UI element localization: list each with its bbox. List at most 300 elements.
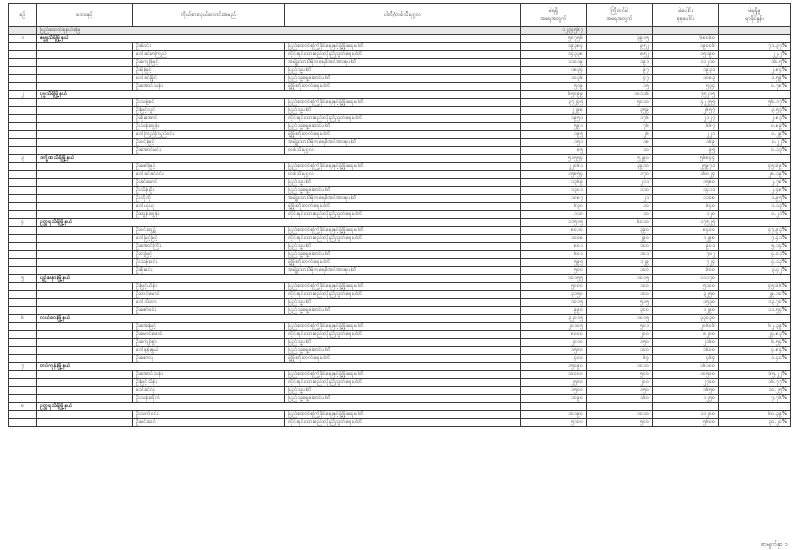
total-vote-count: ၁၅၃၀ bbox=[653, 299, 719, 307]
row-blank bbox=[37, 387, 133, 395]
vote-percentage: ၄.၁၃% bbox=[719, 259, 791, 267]
total-vote-count: ၁၉၃၁ bbox=[653, 67, 719, 75]
region-total: ၁၀၁၀ bbox=[587, 363, 653, 371]
candidate-name: ဒေါ်သီတာ bbox=[133, 299, 285, 307]
table-row bbox=[9, 131, 791, 139]
table-body bbox=[9, 27, 791, 427]
total-vote-count: ၃၂၅၀ bbox=[653, 291, 719, 299]
vote-count: ၂၅၀၀ bbox=[521, 379, 587, 387]
party-name: ပြည်ထောင်စုကြံ့ခိုင်ရေးနှင့်ဖွံ့ဖြိုးရေးပါတီ bbox=[285, 227, 521, 235]
total-vote-count: ၁၅၈၀ bbox=[653, 179, 719, 187]
candidate-name: ဦးခင်မောင် bbox=[133, 179, 285, 187]
table-row bbox=[9, 59, 791, 67]
region-total bbox=[719, 403, 791, 411]
candidate-name: ဦးကျော်မြင့် bbox=[133, 59, 285, 67]
row-blank bbox=[37, 187, 133, 195]
region-name: ပုဗ္ဗသီရိမြို့နယ် bbox=[37, 91, 521, 99]
table-row bbox=[9, 331, 791, 339]
advance-vote-count: ၁၀ bbox=[587, 147, 653, 155]
table-row bbox=[9, 387, 791, 395]
party-name: ပြည်ထောင်စုကြံ့ခိုင်ရေးနှင့်ဖွံ့ဖြိုးရေးပါတီ bbox=[285, 371, 521, 379]
candidate-name: ဒေါ်ခင်မြိုင် bbox=[133, 75, 285, 83]
candidate-name: ဒေါ်ယုယု bbox=[133, 203, 285, 211]
party-name: တိုင်းရင်းသားစည်းလုံးညီညွတ်ရေးပါတီ bbox=[285, 379, 521, 387]
vote-count: ၅၁၉ bbox=[521, 83, 587, 91]
vote-percentage: ၁၆.၅% bbox=[719, 59, 791, 67]
row-blank bbox=[9, 395, 37, 403]
row-blank bbox=[37, 371, 133, 379]
party-name: ပြည်သူ့ပါတီ bbox=[285, 299, 521, 307]
party-name: ပြည်သူ့ပါတီ bbox=[285, 179, 521, 187]
advance-vote-count: ၃၅၉ bbox=[587, 107, 653, 115]
candidate-name: ဦးအေးမြင့် bbox=[133, 323, 285, 331]
vote-percentage: ၀.၈၉% bbox=[719, 123, 791, 131]
party-name: အမျိုးသားဒီမိုကရေစီအင်အားစုပါတီ bbox=[285, 139, 521, 147]
row-blank bbox=[37, 243, 133, 251]
vote-count: ၈၀၀၀ bbox=[521, 331, 587, 339]
total-vote-count: ၅၃၄ bbox=[653, 83, 719, 91]
advance-vote-count: ၉၇ bbox=[587, 67, 653, 75]
row-blank bbox=[9, 243, 37, 251]
candidate-name: ဦးမြင့်လွင် bbox=[133, 107, 285, 115]
vote-count: ၂၀၁၀၅ bbox=[521, 323, 587, 331]
vote-percentage: ၄.၀၁% bbox=[719, 251, 791, 259]
region-row bbox=[9, 275, 791, 283]
header-cell: ဒေသနှင့် bbox=[37, 4, 133, 27]
vote-count: ၁၀၁၅ bbox=[521, 299, 587, 307]
vote-percentage: ၀.၂၉% bbox=[719, 131, 791, 139]
advance-vote-count: ၅၀၀ bbox=[587, 371, 653, 379]
row-blank bbox=[37, 411, 133, 419]
vote-percentage: ၃.၅၃% bbox=[719, 107, 791, 115]
vote-count: ၁၅၈၅၄ bbox=[521, 171, 587, 179]
vote-percentage: ၆၅.၂၂% bbox=[719, 371, 791, 379]
table-row bbox=[9, 83, 791, 91]
total-vote-count: ၅၆၀၀ bbox=[653, 419, 719, 427]
region-total: ၅၂၉၀ bbox=[587, 155, 653, 163]
vote-count: ၁၁၀၁၉ bbox=[521, 59, 587, 67]
region-total: ၁၅၀၉၀ bbox=[521, 363, 587, 371]
vote-count: ၂၀၁၀ bbox=[521, 339, 587, 347]
total-vote-count: ၁၆၉ bbox=[653, 139, 719, 147]
table-row bbox=[9, 187, 791, 195]
region-name: ပျဉ်းမနားမြို့နယ် bbox=[37, 275, 521, 283]
party-name: ဖွံ့ဖြိုးတိုးတက်ရေးပါတီ bbox=[285, 259, 521, 267]
region-number: ၅ bbox=[9, 275, 37, 283]
vote-count: ၁၀၈၇ bbox=[521, 195, 587, 203]
region-number: ၄ bbox=[9, 219, 37, 227]
header-cell: ကိုယ်စားလှယ်လောင်းအမည် bbox=[133, 4, 285, 27]
region-total: ၆၅၀၉၉ bbox=[521, 91, 587, 99]
party-name: အမျိုးသားဒီမိုကရေစီအင်အားစုပါတီ bbox=[285, 195, 521, 203]
advance-vote-count: ၁၇၆ bbox=[587, 115, 653, 123]
row-blank bbox=[9, 283, 37, 291]
row-blank bbox=[37, 227, 133, 235]
party-name: ပြည်သူ့ရှေ့ဆောင်ပါတီ bbox=[285, 347, 521, 355]
candidate-name: ဦးဘိုဘို bbox=[133, 195, 285, 203]
candidate-name: ဦးအောင်သန်း bbox=[133, 371, 285, 379]
region-total bbox=[653, 403, 719, 411]
vote-percentage: ၅၆.၁၇% bbox=[719, 99, 791, 107]
candidate-name: ဦးမြင့်ဟိန်း bbox=[133, 283, 285, 291]
total-vote-count: ၁၁၀၈ bbox=[653, 195, 719, 203]
region-total: ၁၆၁၀၀ bbox=[653, 363, 719, 371]
header-cell: စဉ် bbox=[9, 4, 37, 27]
vote-percentage: ၀.၂၁% bbox=[719, 211, 791, 219]
region-total bbox=[587, 403, 653, 411]
row-blank bbox=[9, 163, 37, 171]
row-blank bbox=[37, 179, 133, 187]
region-total: ၃၂၀၁၅ bbox=[521, 315, 587, 323]
table-row bbox=[9, 243, 791, 251]
row-blank bbox=[37, 307, 133, 315]
candidate-name: ဦးထွန်းထွန်း bbox=[133, 211, 285, 219]
table-row bbox=[9, 203, 791, 211]
row-blank bbox=[37, 283, 133, 291]
row-blank bbox=[9, 259, 37, 267]
vote-count: ၅၁၀၀ bbox=[521, 419, 587, 427]
region-total: ၆၀၁၀ bbox=[587, 219, 653, 227]
party-name: ပြည်သူ့ပါတီ bbox=[285, 339, 521, 347]
total-vote-count: ၁၅၁၉၀ bbox=[653, 51, 719, 59]
row-blank bbox=[9, 323, 37, 331]
row-blank bbox=[37, 43, 133, 51]
advance-vote-count: ၅၀၁၀ bbox=[587, 99, 653, 107]
row-blank bbox=[9, 211, 37, 219]
party-name: တိုင်းရင်းသားစည်းလုံးညီညွတ်ရေးပါတီ bbox=[285, 235, 521, 243]
region-total: ၃၃၀၃၀ bbox=[653, 315, 719, 323]
row-blank bbox=[37, 163, 133, 171]
header-cell: မဲပေါင်း စုစုပေါင်း bbox=[653, 4, 719, 27]
row-blank bbox=[9, 379, 37, 387]
vote-percentage: ၂၂.၂% bbox=[719, 51, 791, 59]
table-row bbox=[9, 195, 791, 203]
row-blank bbox=[37, 99, 133, 107]
vote-percentage: ၁၆.၇၇% bbox=[719, 379, 791, 387]
table-row bbox=[9, 251, 791, 259]
vote-count: ၁၉၅၁ bbox=[521, 115, 587, 123]
row-blank bbox=[37, 203, 133, 211]
row-blank bbox=[9, 123, 37, 131]
row-blank bbox=[37, 139, 133, 147]
candidate-name: ဦးသန့်ဇင် bbox=[133, 99, 285, 107]
vote-percentage: ၃.၄၂% bbox=[719, 267, 791, 275]
party-name: တိုင်းရင်းသားစည်းလုံးညီညွတ်ရေးပါတီ bbox=[285, 51, 521, 59]
party-name: ပြည်ထောင်စုကြံ့ခိုင်ရေးနှင့်ဖွံ့ဖြိုးရေးပါတီ bbox=[285, 283, 521, 291]
region-total bbox=[719, 363, 791, 371]
region-total bbox=[719, 275, 791, 283]
row-blank bbox=[37, 147, 133, 155]
row-blank bbox=[37, 299, 133, 307]
region-number: ၈ bbox=[9, 403, 37, 411]
candidate-name: ဦးသန်းထိုက် bbox=[133, 395, 285, 403]
vote-count: ၁၅၁ bbox=[521, 139, 587, 147]
vote-percentage: ၁၁.၅၄% bbox=[719, 307, 791, 315]
summary-row bbox=[9, 27, 791, 35]
row-blank bbox=[9, 347, 37, 355]
row-blank bbox=[9, 371, 37, 379]
table-row bbox=[9, 235, 791, 243]
advance-vote-count: ၉၅၂ bbox=[587, 43, 653, 51]
row-blank bbox=[9, 187, 37, 195]
candidate-name: ဦးမိုးမြင့် bbox=[133, 67, 285, 75]
region-total bbox=[719, 91, 791, 99]
row-blank bbox=[9, 51, 37, 59]
vote-percentage: ၁.၉၅% bbox=[719, 195, 791, 203]
advance-vote-count: ၁၀ bbox=[587, 211, 653, 219]
total-vote-count: ၂၁၂၇ bbox=[653, 115, 719, 123]
vote-percentage: ၅.၁၄% bbox=[719, 243, 791, 251]
total-vote-count: ၁၀၅၀၀ bbox=[653, 371, 719, 379]
total-vote-count: ၂၂၁ bbox=[653, 131, 719, 139]
region-total: ၁၀၁၁၆ bbox=[587, 91, 653, 99]
summary-cell bbox=[9, 27, 37, 35]
party-name: ဖွံ့ဖြိုးတိုးတက်ရေးပါတီ bbox=[285, 203, 521, 211]
region-number: ၁ bbox=[9, 35, 37, 43]
vote-count: ၈၀၁၀ bbox=[521, 227, 587, 235]
party-name: ပြည်သူ့ရှေ့ဆောင်ပါတီ bbox=[285, 123, 521, 131]
candidate-name: ဦးမြင့်သိန်း bbox=[133, 379, 285, 387]
row-blank bbox=[37, 419, 133, 427]
candidate-name: ဦးတင်မောင် bbox=[133, 291, 285, 299]
row-blank bbox=[9, 67, 37, 75]
advance-vote-count: ၃၉၀ bbox=[587, 227, 653, 235]
vote-percentage: ၁.၄၀% bbox=[719, 355, 791, 363]
total-vote-count: ၈၂၀၀ bbox=[653, 331, 719, 339]
region-name: လယ်ဝေးမြို့နယ် bbox=[37, 315, 521, 323]
candidate-name: ဒေါ်ခင်လှ bbox=[133, 387, 285, 395]
row-blank bbox=[9, 251, 37, 259]
vote-count: ၁၀၀၈ bbox=[521, 235, 587, 243]
region-name: တပ်ကုန်းမြို့နယ် bbox=[37, 363, 521, 371]
vote-percentage: ၀.၁၃% bbox=[719, 147, 791, 155]
table-row bbox=[9, 307, 791, 315]
row-blank bbox=[37, 379, 133, 387]
candidate-name: ဦးမင်းထင် bbox=[133, 419, 285, 427]
vote-count: ၅၉၁ bbox=[521, 123, 587, 131]
region-name: ဥတ္တရသီရိမြို့နယ် bbox=[37, 219, 521, 227]
row-blank bbox=[37, 331, 133, 339]
table-row bbox=[9, 51, 791, 59]
row-blank bbox=[37, 51, 133, 59]
vote-count: ၁၀၉၀ bbox=[521, 395, 587, 403]
vote-percentage: ၆.၅၄% bbox=[719, 339, 791, 347]
party-name: အမျိုးသားဒီမိုကရေစီအင်အားစုပါတီ bbox=[285, 59, 521, 67]
advance-vote-count: ၅၁၅ bbox=[587, 299, 653, 307]
advance-vote-count: ၁၂၉ bbox=[587, 259, 653, 267]
advance-vote-count: ၁၀၀ bbox=[587, 283, 653, 291]
total-vote-count: ၇၂၄ bbox=[653, 259, 719, 267]
vote-count: ၅၀၀ bbox=[521, 267, 587, 275]
table-row bbox=[9, 67, 791, 75]
party-name: ပြည်သူ့ရှေ့ဆောင်ပါတီ bbox=[285, 395, 521, 403]
vote-count: ၃၁၅၀ bbox=[521, 291, 587, 299]
row-blank bbox=[37, 339, 133, 347]
row-blank bbox=[9, 267, 37, 275]
total-vote-count: ၁၆၀၀ bbox=[653, 347, 719, 355]
vote-percentage: ၁.၅၉% bbox=[719, 75, 791, 83]
region-row bbox=[9, 219, 791, 227]
advance-vote-count: ၁၀၀ bbox=[587, 267, 653, 275]
total-vote-count: ၁၉၀၀၆ bbox=[653, 43, 719, 51]
row-blank bbox=[9, 339, 37, 347]
table-row bbox=[9, 115, 791, 123]
candidate-name: ဦးသိန်းဦး bbox=[133, 187, 285, 195]
row-blank bbox=[37, 355, 133, 363]
vote-percentage: ၄၅.၆၉% bbox=[719, 163, 791, 171]
advance-vote-count: ၁၀၀ bbox=[587, 347, 653, 355]
row-blank bbox=[37, 67, 133, 75]
candidate-name: ဦးသက်ဝင်း bbox=[133, 411, 285, 419]
party-name: တိုင်းရင်းသားစည်းလုံးညီညွတ်ရေးပါတီ bbox=[285, 115, 521, 123]
row-blank bbox=[37, 171, 133, 179]
table-row bbox=[9, 299, 791, 307]
vote-count: ၁၀၀၀၀ bbox=[521, 371, 587, 379]
region-total: ၁၁၁၇၀ bbox=[653, 275, 719, 283]
vote-percentage: ၁၃.၇၀% bbox=[719, 299, 791, 307]
row-blank bbox=[37, 131, 133, 139]
table-row bbox=[9, 339, 791, 347]
vote-count: ၁၀၁၉၀ bbox=[521, 411, 587, 419]
candidate-name: ဦးစိုးအောင် bbox=[133, 115, 285, 123]
vote-percentage: ၂၉.၁၀% bbox=[719, 291, 791, 299]
vote-count: ၁၉၃၈၄ bbox=[521, 43, 587, 51]
region-total: ၁၀၁၅၅ bbox=[521, 275, 587, 283]
table-row bbox=[9, 139, 791, 147]
summary-title: ပြည်ထောင်စုနယ်မြေ bbox=[37, 27, 521, 35]
summary-cell bbox=[653, 27, 719, 35]
row-blank bbox=[9, 75, 37, 83]
row-blank bbox=[9, 203, 37, 211]
vote-count: ၉၉၀ bbox=[521, 307, 587, 315]
vote-count: ၁၅၀၀ bbox=[521, 347, 587, 355]
region-total bbox=[719, 35, 791, 43]
region-row bbox=[9, 315, 791, 323]
table-row bbox=[9, 371, 791, 379]
vote-percentage: ၂.၇၈% bbox=[719, 179, 791, 187]
advance-vote-count: ၁၅ bbox=[587, 83, 653, 91]
total-vote-count: ၂၁၆၀ bbox=[653, 339, 719, 347]
candidate-name: ဒေါ်နန်းနွယ် bbox=[133, 347, 285, 355]
vote-count: ၄၀၀ bbox=[521, 355, 587, 363]
vote-percentage: ၂.၈၄% bbox=[719, 67, 791, 75]
region-row bbox=[9, 403, 791, 411]
advance-vote-count: ၁၆၀ bbox=[587, 395, 653, 403]
region-row bbox=[9, 363, 791, 371]
table-row bbox=[9, 355, 791, 363]
region-total: ၅၁၅၅၄ bbox=[521, 155, 587, 163]
election-results-table bbox=[8, 3, 791, 427]
vote-percentage: ၂၈.၁၉% bbox=[719, 171, 791, 179]
row-blank bbox=[9, 195, 37, 203]
party-name: ပြည်သူ့ပါတီ bbox=[285, 387, 521, 395]
total-vote-count: ၉၅ bbox=[653, 147, 719, 155]
party-name: ပြည်သူ့ရှေ့ဆောင်ပါတီ bbox=[285, 187, 521, 195]
vote-percentage: ၇၁.၃၇% bbox=[719, 43, 791, 51]
region-row bbox=[9, 91, 791, 99]
vote-count: ၆၀၁ bbox=[521, 251, 587, 259]
region-total: ၅၀၇၅၆ bbox=[521, 35, 587, 43]
party-name: ပြည်ထောင်စုကြံ့ခိုင်ရေးနှင့်ဖွံ့ဖြိုးရေးပါတီ bbox=[285, 411, 521, 419]
advance-vote-count: ၂၉၀ bbox=[587, 235, 653, 243]
table-row bbox=[9, 395, 791, 403]
vote-percentage: ၁၀.၂၅% bbox=[719, 387, 791, 395]
advance-vote-count: ၇၆ bbox=[587, 123, 653, 131]
vote-percentage: ၃၀.၂၀% bbox=[719, 419, 791, 427]
total-vote-count: ၉၀၁ bbox=[653, 243, 719, 251]
total-vote-count: ၂၇၀၀ bbox=[653, 379, 719, 387]
advance-vote-count: ၂၀၀ bbox=[587, 379, 653, 387]
region-total: ၁၇၅၂၅ bbox=[653, 219, 719, 227]
advance-vote-count: ၆၄ bbox=[587, 355, 653, 363]
party-name: တိုင်းရင်းသားစည်းလုံးညီညွတ်ရေးပါတီ bbox=[285, 291, 521, 299]
row-blank bbox=[37, 251, 133, 259]
row-blank bbox=[37, 259, 133, 267]
row-blank bbox=[9, 171, 37, 179]
region-number: ၆ bbox=[9, 315, 37, 323]
row-blank bbox=[37, 115, 133, 123]
summary-cell bbox=[587, 27, 653, 35]
total-vote-count: ၁၂၉၀ bbox=[653, 307, 719, 315]
total-vote-count: ၁၂၀ bbox=[653, 211, 719, 219]
vote-percentage: ၀.၇၈% bbox=[719, 83, 791, 91]
row-blank bbox=[9, 235, 37, 243]
row-blank bbox=[37, 235, 133, 243]
row-blank bbox=[9, 387, 37, 395]
vote-percentage: ၄.၈၄% bbox=[719, 347, 791, 355]
candidate-name: ဦးဝင်းထွဋ် bbox=[133, 227, 285, 235]
row-blank bbox=[9, 419, 37, 427]
vote-count: ၈၀၁ bbox=[521, 243, 587, 251]
total-vote-count: ၅၁၀၀ bbox=[653, 283, 719, 291]
table-row bbox=[9, 347, 791, 355]
advance-vote-count: ၂၁၁ bbox=[587, 179, 653, 187]
table-row bbox=[9, 75, 791, 83]
row-blank bbox=[37, 291, 133, 299]
total-vote-count: ၄၂၂၅၅ bbox=[653, 99, 719, 107]
candidate-name: ဒေါ်ခင်ခင်ဝင်း bbox=[133, 171, 285, 179]
candidate-name: ဦးစိုးမင်း bbox=[133, 267, 285, 275]
advance-vote-count: ၁၀၁ bbox=[587, 251, 653, 259]
party-name: ဖွံ့ဖြိုးတိုးတက်ရေးပါတီ bbox=[285, 355, 521, 363]
vote-percentage: ၄၇.၉၃% bbox=[719, 227, 791, 235]
party-name: ပြည်ထောင်စုကြံ့ခိုင်ရေးနှင့်ဖွံ့ဖြိုးရေးပါတီ bbox=[285, 99, 521, 107]
row-blank bbox=[37, 75, 133, 83]
party-name: ဖွံ့ဖြိုးတိုးတက်ရေးပါတီ bbox=[285, 131, 521, 139]
row-blank bbox=[37, 195, 133, 203]
table-row bbox=[9, 99, 791, 107]
advance-vote-count: ၁၅၀ bbox=[587, 339, 653, 347]
total-vote-count: ၂၆၅၇ bbox=[653, 107, 719, 115]
region-name: ဒက္ခိဏသီရိမြို့နယ် bbox=[37, 155, 521, 163]
vote-count: ၂၂၀၆၁ bbox=[521, 163, 587, 171]
row-blank bbox=[9, 99, 37, 107]
region-total bbox=[521, 403, 587, 411]
table-row bbox=[9, 171, 791, 179]
table-row bbox=[9, 283, 791, 291]
advance-vote-count: ၁၀၁၀ bbox=[587, 411, 653, 419]
row-blank bbox=[37, 123, 133, 131]
candidate-name: ဦးဝင်းမြင့် bbox=[133, 139, 285, 147]
region-total: ၁၀၁၅ bbox=[587, 275, 653, 283]
advance-vote-count: ၄၇ bbox=[587, 75, 653, 83]
row-blank bbox=[9, 115, 37, 123]
table-row bbox=[9, 147, 791, 155]
candidate-name: ဦးဇော်ဝင်း bbox=[133, 307, 285, 315]
row-blank bbox=[37, 395, 133, 403]
row-blank bbox=[9, 307, 37, 315]
total-vote-count: ၈၄၀၀ bbox=[653, 227, 719, 235]
